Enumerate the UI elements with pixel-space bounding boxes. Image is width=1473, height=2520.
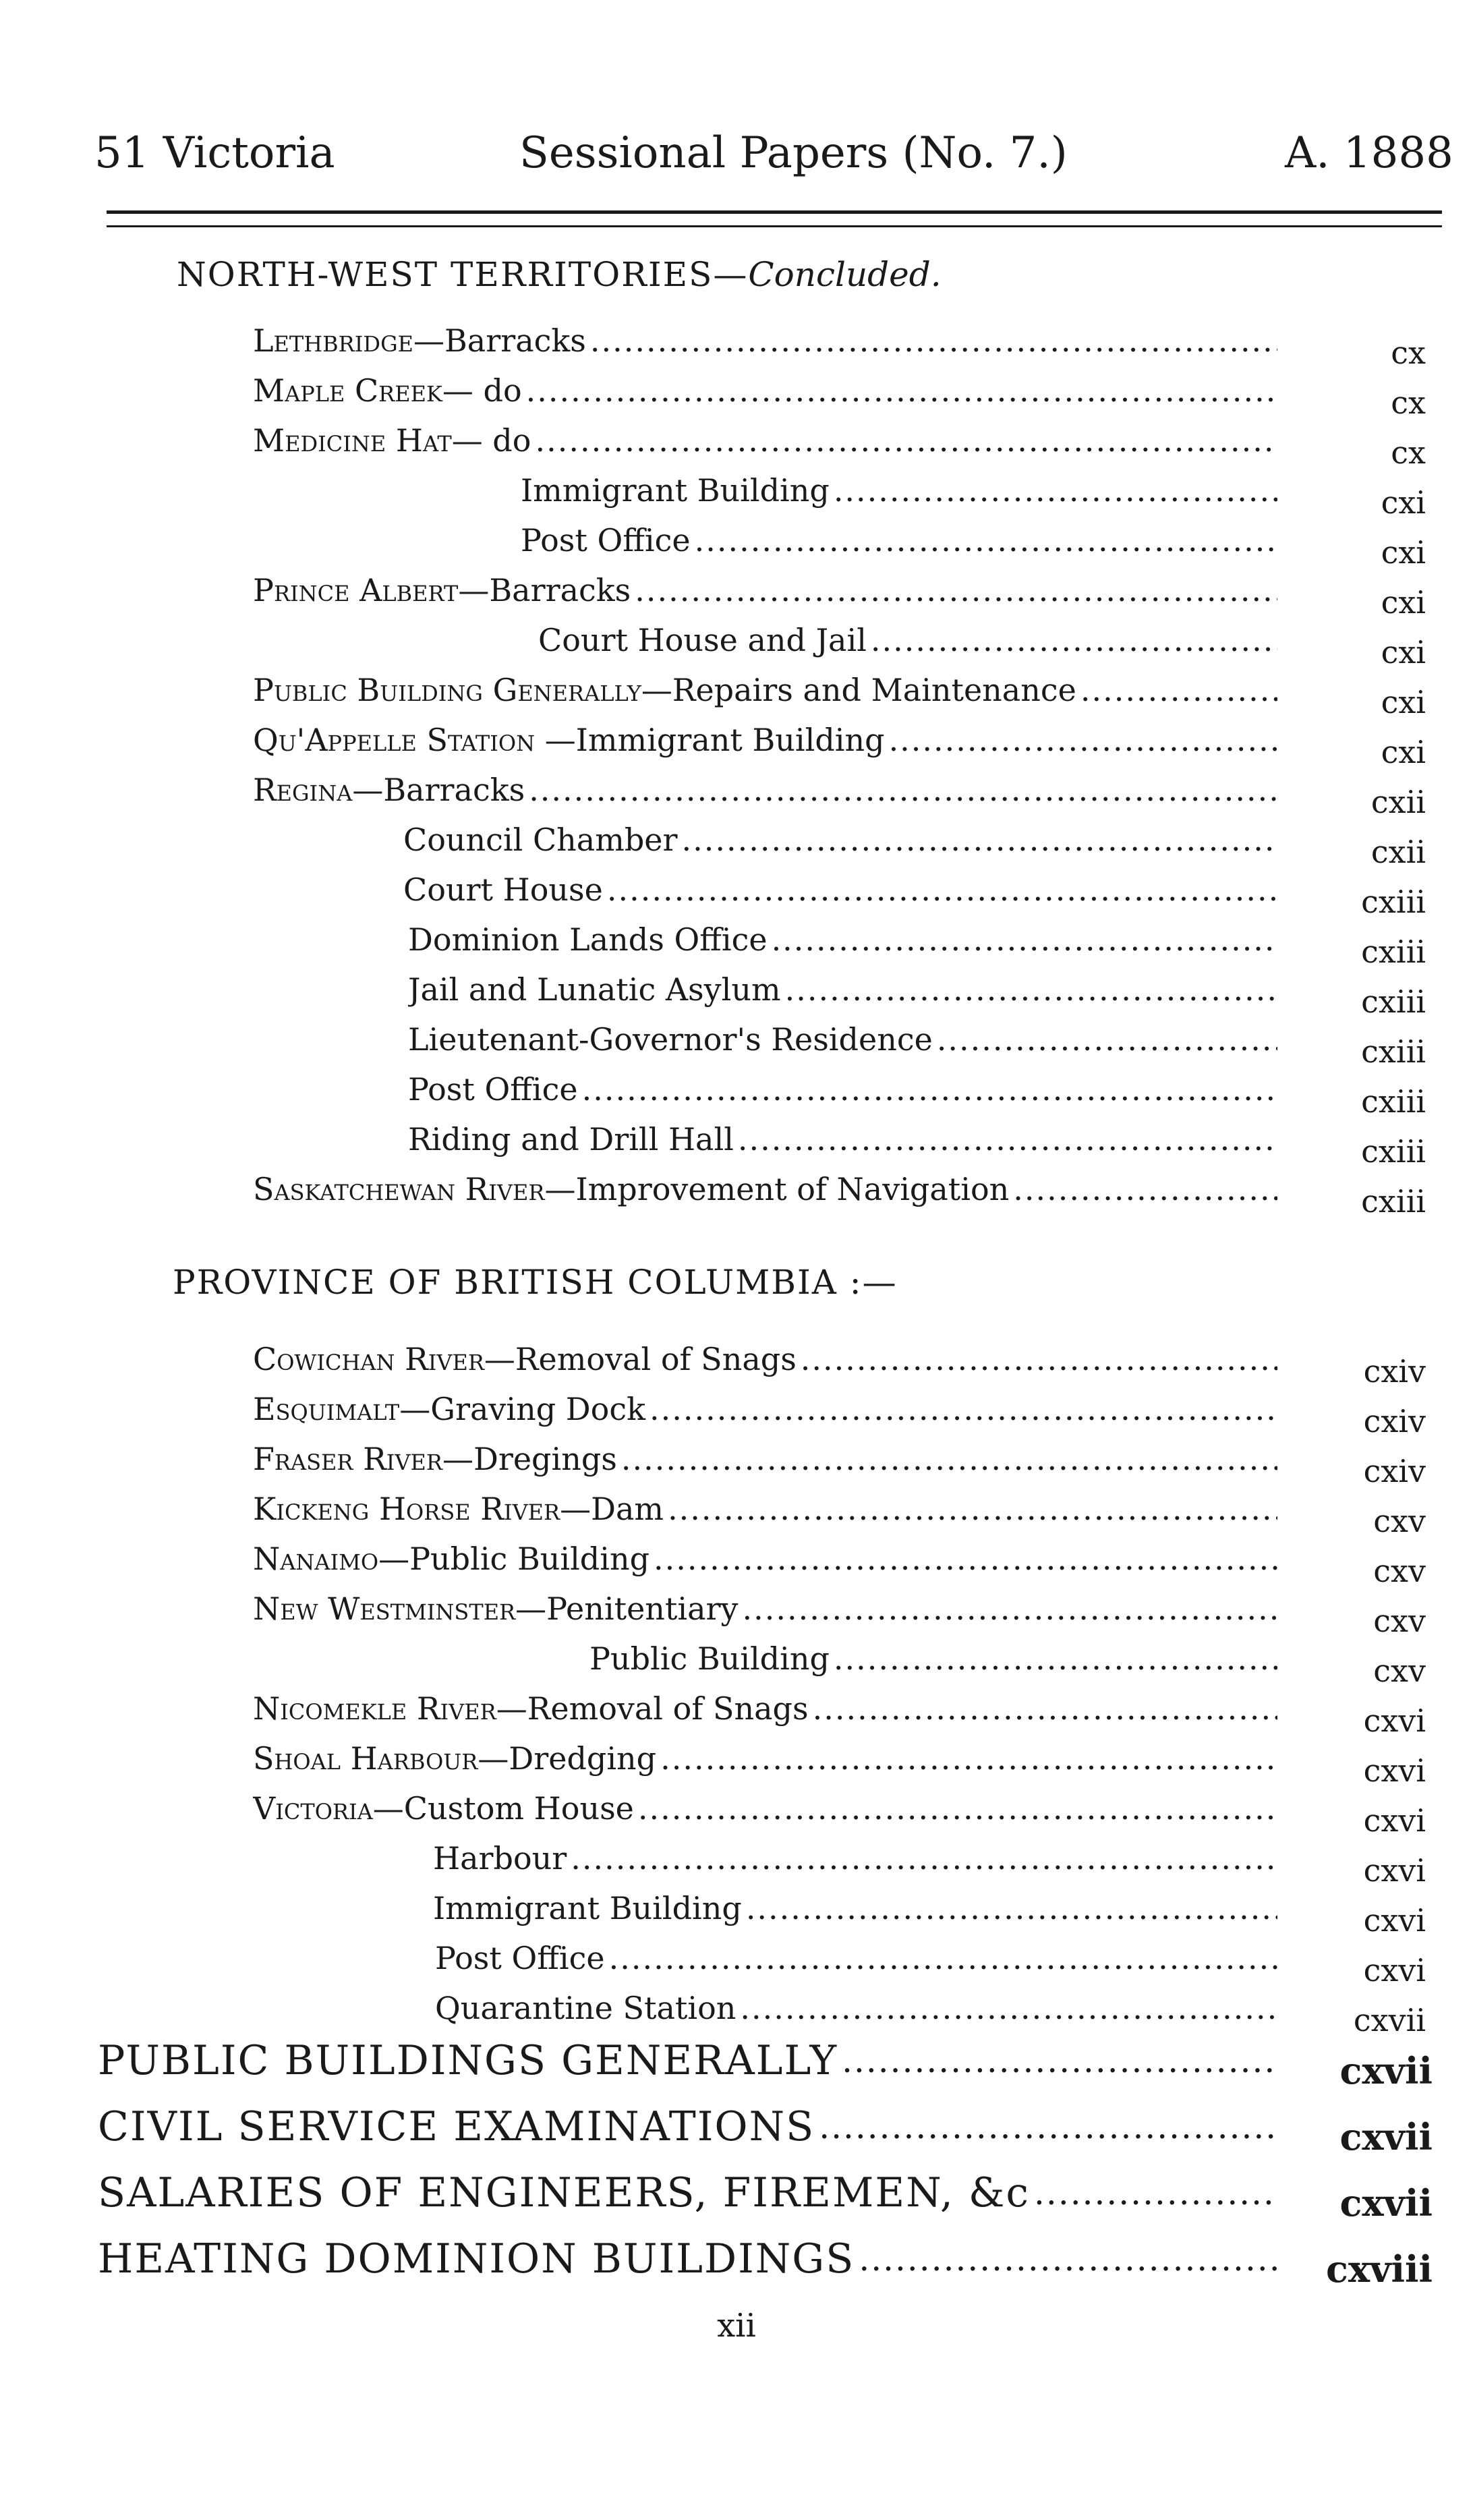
toc-entry[interactable] [0,919,1473,969]
entry-page: cxvi [1363,1752,1426,1789]
entry-place: Cowichan River [253,1341,484,1377]
entry-text: Post Office [435,1940,605,1976]
entry-page: cxiv [1363,1353,1426,1390]
entry-text: Harbour [433,1840,567,1877]
nwt-section-title [177,255,942,294]
main-entry-text: CIVIL SERVICE EXAMINATIONS [98,2103,815,2150]
header-rule-thin [107,225,1442,227]
toc-entry[interactable] [0,1738,1473,1788]
entry-page: cxvi [1363,1802,1426,1839]
toc-entry[interactable] [0,1019,1473,1069]
main-entry-text: PUBLIC BUILDINGS GENERALLY [98,2037,838,2084]
main-entry-page: cxvii [1339,2115,1433,2158]
toc-entry[interactable] [0,969,1473,1019]
entry-page: cxi [1381,534,1426,571]
toc-entry[interactable] [0,1638,1473,1688]
entry-page: cxvi [1363,1702,1426,1739]
toc-entry[interactable] [0,770,1473,820]
entry-text: —Improvement of Navigation [544,1171,1010,1207]
running-header [0,128,1473,189]
entry-place: New Westminster [253,1591,516,1627]
entry-page: cxiii [1361,934,1426,970]
entry-text: Post Office [408,1071,578,1108]
entry-place: Nanaimo [253,1541,379,1577]
entry-place: Prince Albert [253,572,459,608]
entry-place: Saskatchewan River [253,1171,545,1207]
toc-entry[interactable] [0,869,1473,919]
main-entry-page: cxvii [1339,2181,1433,2225]
entry-page: cxi [1381,734,1426,770]
nwt-title-suffix: Concluded. [748,255,942,294]
toc-entry[interactable] [0,570,1473,620]
entry-text: Post Office [521,522,691,559]
entry-page: cxiv [1363,1453,1426,1489]
entry-text: Council Chamber [403,822,678,858]
entry-place: Nicomekle River [253,1690,496,1727]
entry-text: Court House [403,871,603,908]
entry-page: cx [1391,434,1426,471]
entry-place: Regina [253,772,353,808]
toc-entry[interactable] [0,720,1473,770]
entry-text: —Dredging [478,1740,657,1777]
toc-entry[interactable] [0,1169,1473,1219]
entry-page: cx [1391,384,1426,421]
toc-entry[interactable] [0,1688,1473,1738]
toc-entry[interactable] [0,1788,1473,1838]
entry-text: —Dam [560,1491,664,1527]
entry-place: Esquimalt [253,1391,400,1427]
toc-entry[interactable] [0,1119,1473,1169]
entry-page: cxii [1370,784,1426,820]
entry-text: Dominion Lands Office [408,921,768,958]
toc-entry[interactable] [0,1888,1473,1938]
entry-text: — do [451,422,531,459]
header-year: A. 1888 [1285,128,1453,178]
entry-page: cxvii [1353,2002,1426,2038]
entry-place: Victoria [253,1790,373,1827]
entry-text: Immigrant Building [433,1890,742,1926]
entry-place: Medicine Hat [253,422,452,459]
toc-entry[interactable] [0,1988,1473,2038]
entry-page: cxi [1381,634,1426,670]
toc-main-entry[interactable] [0,2036,1473,2100]
toc-entry[interactable] [0,370,1473,420]
header-title: Sessional Papers (No. 7.) [519,128,1068,178]
toc-main-entry[interactable] [0,2168,1473,2233]
entry-place: Kickeng Horse River [253,1491,560,1527]
entry-text: Court House and Jail [538,622,867,658]
entry-text: Riding and Drill Hall [408,1121,734,1157]
page-number: xii [717,2307,756,2345]
entry-place: Lethbridge [253,322,413,359]
entry-text: Jail and Lunatic Asylum [408,971,781,1008]
entry-page: cxiii [1361,1033,1426,1070]
bc-section-title [173,1263,898,1302]
entry-page: cxiii [1361,983,1426,1020]
entry-page: cxv [1373,1553,1426,1589]
entry-text: Lieutenant-Governor's Residence [408,1021,933,1058]
bc-title-text: PROVINCE OF BRITISH COLUMBIA :— [173,1263,898,1302]
entry-text: Immigrant Building [521,472,830,509]
entry-place: Qu'Appelle Station [253,722,536,758]
entry-page: cxi [1381,584,1426,621]
entry-place: Fraser River [253,1441,442,1477]
entry-text: —Public Building [378,1541,650,1577]
entry-text: Quarantine Station [435,1990,736,2026]
entry-page: cxi [1381,684,1426,720]
entry-place: Public Building Generally [253,672,641,708]
toc-entry[interactable] [0,1588,1473,1638]
toc-entry[interactable] [0,1439,1473,1489]
toc-entry[interactable] [0,320,1473,370]
header-rule-thick [107,210,1442,214]
entry-page: cxiii [1361,1083,1426,1120]
main-entry-text: HEATING DOMINION BUILDINGS [98,2235,855,2283]
entry-text: —Removal of Snags [496,1690,809,1727]
nwt-title-text: NORTH-WEST TERRITORIES— [177,255,749,294]
entry-text: —Penitentiary [515,1591,739,1627]
entry-page: cxv [1373,1653,1426,1689]
toc-entry[interactable] [0,670,1473,720]
main-entry-page: cxviii [1326,2247,1433,2291]
entry-page: cxvi [1363,1902,1426,1939]
toc-entry[interactable] [0,1489,1473,1539]
entry-page: cxvi [1363,1952,1426,1988]
header-volume: 51 Victoria [94,128,335,178]
entry-page: cxiii [1361,1183,1426,1220]
toc-entry[interactable] [0,420,1473,470]
entry-place: Maple Creek [253,372,442,409]
entry-text: —Barracks [413,322,586,359]
entry-page: cxiii [1361,884,1426,920]
entry-text: —Removal of Snags [484,1341,797,1377]
entry-page: cxv [1373,1603,1426,1639]
main-entry-page: cxvii [1339,2049,1433,2092]
entry-page: cx [1391,335,1426,371]
main-entry-text: SALARIES OF ENGINEERS, FIREMEN, &c [98,2169,1031,2216]
entry-text: —Graving Dock [399,1391,645,1427]
toc-entry[interactable] [0,520,1473,570]
toc-entry[interactable] [0,1838,1473,1888]
entry-text: —Dregings [442,1441,617,1477]
entry-place: Shoal Harbour [253,1740,478,1777]
toc-entry[interactable] [0,470,1473,520]
entry-page: cxv [1373,1503,1426,1539]
toc-entry[interactable] [0,1339,1473,1389]
toc-entry[interactable] [0,1389,1473,1439]
toc-main-entry[interactable] [0,2102,1473,2167]
entry-text: — do [442,372,522,409]
entry-page: cxvi [1363,1852,1426,1889]
entry-page: cxiv [1363,1403,1426,1439]
toc-entry[interactable] [0,1069,1473,1119]
toc-entry[interactable] [0,1539,1473,1588]
toc-entry[interactable] [0,620,1473,670]
toc-entry[interactable] [0,1938,1473,1988]
entry-text: —Immigrant Building [535,722,885,758]
entry-text: —Barracks [458,572,631,608]
entry-text: —Barracks [352,772,525,808]
entry-page: cxii [1370,834,1426,870]
entry-page: cxiii [1361,1133,1426,1170]
entry-text: —Custom House [372,1790,634,1827]
entry-text: Public Building [589,1640,830,1677]
toc-entry[interactable] [0,820,1473,869]
entry-text: —Repairs and Maintenance [641,672,1076,708]
toc-main-entry[interactable] [0,2234,1473,2299]
entry-page: cxi [1381,484,1426,521]
